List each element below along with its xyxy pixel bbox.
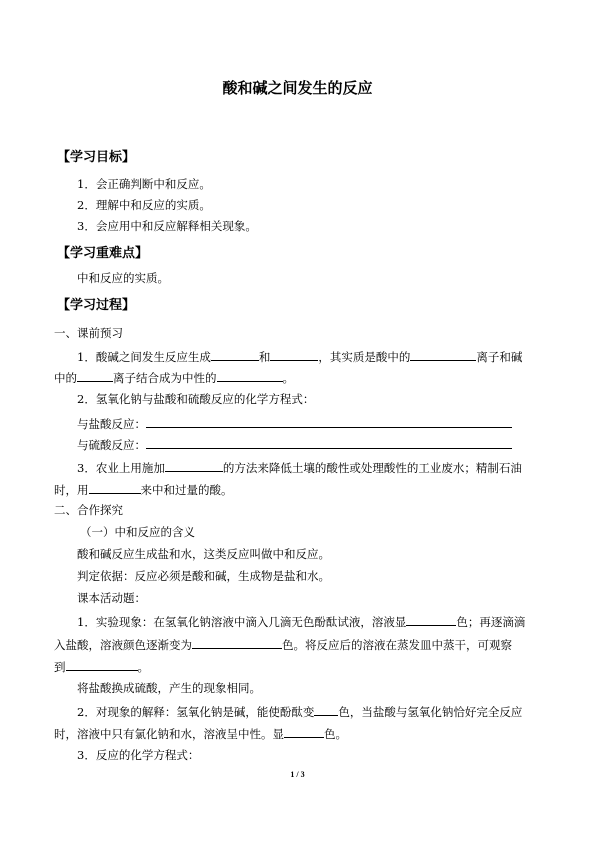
fill-blank (77, 369, 113, 382)
fill-blank (146, 415, 512, 428)
goal-item-2: 2．理解中和反应的实质。 (77, 198, 211, 212)
experiment-2-line-2: 时，溶液中只有氯化钠和水，溶液呈中性。显 色。 (54, 727, 347, 741)
page-title: 酸和碱之间发生的反应 (222, 79, 373, 97)
explore-paragraph-1: 酸和碱反应生成盐和水，这类反应叫做中和反应。 (77, 547, 330, 561)
fill-blank (192, 636, 282, 649)
page-number: 1 / 3 (290, 770, 305, 779)
heading-goals: 【学习目标】 (57, 150, 136, 165)
experiment-1-line-1: 1．实验现象：在氢氧化钠溶液中滴入几滴无色酚酞试液，溶液显 色；再逐滴滴 (77, 615, 526, 629)
fill-blank (211, 348, 259, 361)
section-preview-title: 一、课前预习 (54, 326, 123, 340)
question-1-line-2: 中的 离子结合成为中性的 。 (54, 371, 294, 385)
fill-blank (410, 348, 476, 361)
experiment-3: 3．反应的化学方程式： (77, 748, 200, 762)
question-3-line-2: 时，用 来中和过量的酸。 (54, 483, 233, 497)
heading-process: 【学习过程】 (57, 298, 136, 313)
explore-paragraph-3: 课本活动题： (77, 591, 146, 605)
experiment-1-line-3: 到 。 (54, 660, 149, 674)
explore-paragraph-2: 判定依据：反应必须是酸和碱，生成物是盐和水。 (77, 569, 330, 583)
heading-key-points: 【学习重难点】 (57, 246, 149, 261)
fill-blank (146, 436, 512, 449)
question-1-line-1: 1．酸碱之间发生反应生成 和 ，其实质是酸中的 离子和碱 (77, 350, 523, 364)
goal-item-3: 3．会应用中和反应解释相关现象。 (77, 219, 257, 233)
subsection-neutralization: （一）中和反应的含义 (80, 525, 195, 539)
fill-blank (89, 481, 141, 494)
key-points-text: 中和反应的实质。 (77, 271, 169, 285)
experiment-1-line-2: 入盐酸，溶液颜色逐渐变为 色。将反应后的溶液在蒸发皿中蒸干，可观察 (54, 638, 512, 652)
fill-blank (284, 725, 324, 738)
section-explore-title: 二、合作探究 (54, 503, 123, 517)
fill-blank (66, 658, 138, 671)
fill-blank (314, 703, 338, 716)
fill-blank (217, 369, 283, 382)
question-2-hcl: 与盐酸反应： (77, 415, 512, 431)
fill-blank (165, 459, 223, 472)
question-2: 2．氢氧化钠与盐酸和硫酸反应的化学方程式： (77, 392, 315, 406)
goal-item-1: 1．会正确判断中和反应。 (77, 177, 211, 191)
explore-paragraph-4: 将盐酸换成硫酸，产生的现象相同。 (77, 681, 261, 695)
question-3-line-1: 3．农业上用施加 的方法来降低土壤的酸性或处理酸性的工业废水；精制石油 (77, 461, 522, 475)
fill-blank (270, 348, 318, 361)
question-2-h2so4: 与硫酸反应： (77, 436, 512, 452)
fill-blank (406, 613, 456, 626)
experiment-2-line-1: 2．对现象的解释：氢氧化钠是碱，能使酚酞变 色，当盐酸与氢氧化钠恰好完全反应 (77, 705, 523, 719)
